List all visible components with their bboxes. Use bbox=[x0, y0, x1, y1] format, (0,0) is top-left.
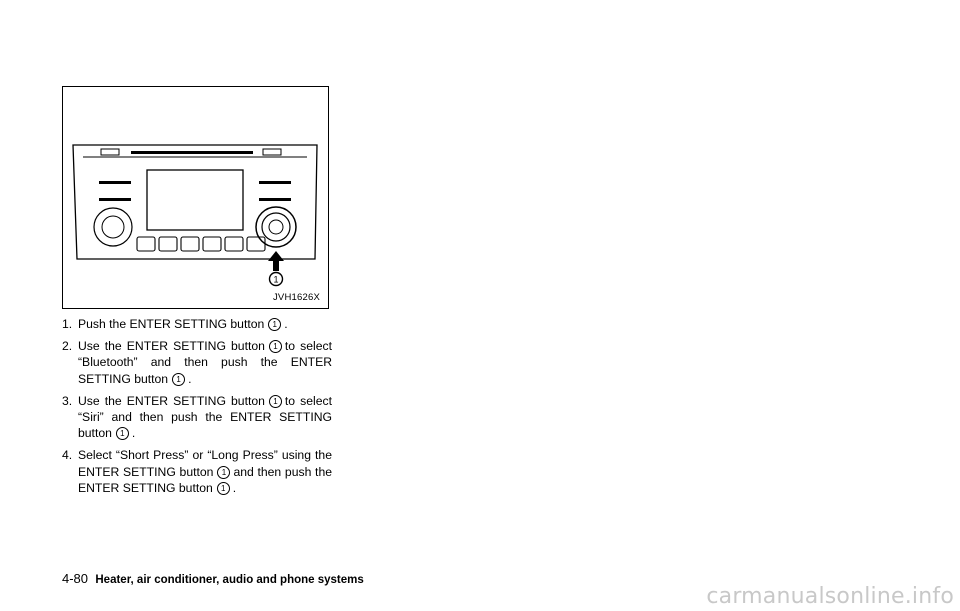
step-text: to select “Siri” and then push the ENTER SETTING button bbox=[78, 393, 332, 441]
callout-number: 1 bbox=[273, 274, 279, 285]
step-number: 4. bbox=[62, 448, 73, 463]
step-4 bbox=[62, 447, 332, 496]
callout-1-icon: 1 bbox=[269, 395, 282, 408]
callout-1-icon: 1 bbox=[268, 318, 281, 331]
section-title: Heater, air conditioner, audio and phone systems bbox=[95, 574, 364, 586]
step-text: . bbox=[232, 480, 237, 495]
radio-drawing bbox=[63, 87, 327, 307]
step-number: 3. bbox=[62, 393, 73, 408]
callout-1-icon: 1 bbox=[217, 466, 230, 479]
instruction-steps bbox=[62, 316, 332, 502]
step-number: 1. bbox=[62, 317, 73, 331]
page-number: 4-80 bbox=[62, 571, 89, 586]
step-text: to select “Bluetooth” and then push the ENTER SETTING button bbox=[78, 339, 332, 386]
audio-unit-illustration bbox=[62, 86, 329, 309]
step-2 bbox=[62, 338, 332, 387]
step-3 bbox=[62, 393, 332, 442]
page-footer bbox=[62, 571, 364, 586]
callout-1-icon: 1 bbox=[116, 427, 129, 440]
step-1 bbox=[62, 316, 332, 332]
step-text: . bbox=[188, 371, 192, 386]
figure-code: JVH1626X bbox=[272, 292, 320, 303]
watermark: carmanualsonline.info bbox=[706, 584, 954, 609]
callout-1-icon: 1 bbox=[217, 482, 230, 495]
callout-1-icon: 1 bbox=[269, 340, 282, 353]
step-text: . bbox=[131, 426, 136, 441]
step-text: Select “Short Press” or “Long Press” using the ENTER SETTING button bbox=[78, 448, 332, 479]
step-text: . bbox=[284, 317, 288, 331]
step-text: Use the ENTER SETTING button bbox=[78, 339, 265, 354]
step-number: 2. bbox=[62, 339, 73, 354]
step-text: Push the ENTER SETTING button bbox=[78, 317, 265, 331]
step-text: and then push the ENTER SETTING button bbox=[78, 464, 332, 495]
callout-1-icon: 1 bbox=[172, 373, 185, 386]
step-text: Use the ENTER SETTING button bbox=[78, 393, 265, 408]
